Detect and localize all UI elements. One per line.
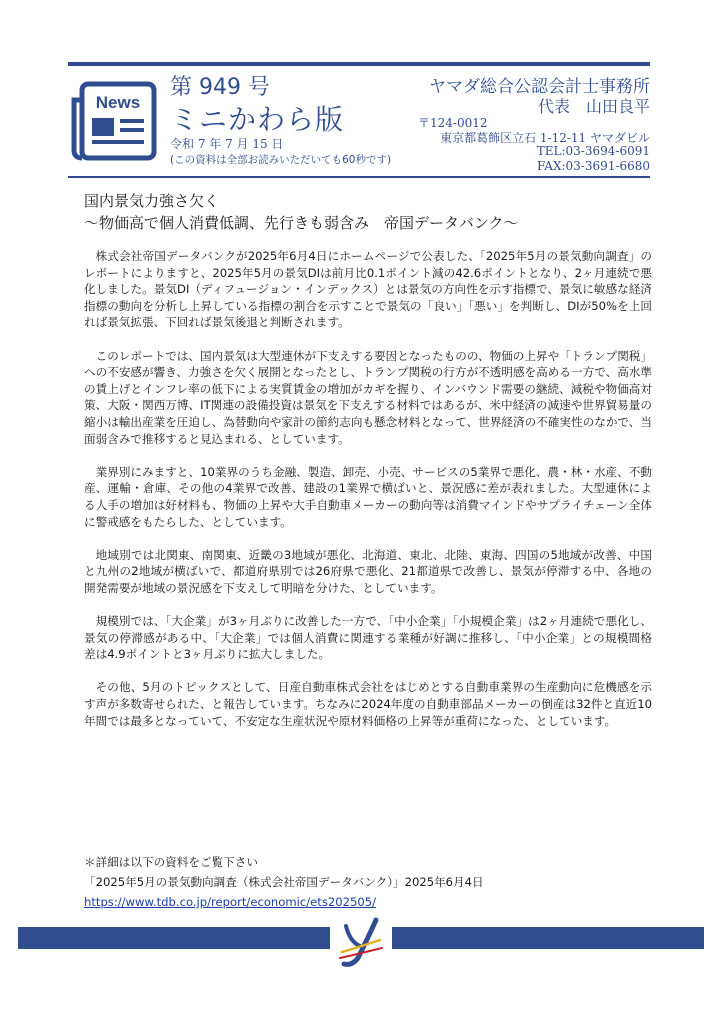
news-icon: [70, 76, 160, 164]
office-fax: FAX:03-3691-6680: [537, 159, 650, 173]
header-rule: [68, 176, 650, 178]
office-tel: TEL:03-3694-6091: [536, 144, 650, 158]
article-paragraph: 地域別では北関東、南関東、近畿の3地域が悪化、北海道、東北、北陸、東海、四国の5地域が改善、中国と九州の2地域が横ばいで、都道府県別では26府県で悪化、21都道県で改善し、景気が停滞する中、各地の開発需要が地域の景況感を下支えして明暗を分けた、としています。: [84, 547, 652, 595]
office-address: 東京都葛飾区立石 1-12-11 ヤマダビル: [440, 131, 650, 145]
news-icon-label: News: [95, 93, 141, 112]
article-paragraph: 株式会社帝国データバンクが2025年6月4日にホームページで公表した、「2025年5月の景気動向調査」のレポートによりますと、2025年5月の景気DIは前月比0.1ポイント減の42.6ポイントとなり、2ヶ月連続で悪化しました。景気DI（ディフュージョン・インデックス）とは景気の方向性を示す指標で、景気に敏感な経済指標の動向を分析し上昇している指標の割合を示すことで景気の「良い」「悪い」を判断し、DIが50%を上回れば景気拡張、下回れば景気後退と判断されます。: [84, 249, 652, 330]
top-rule: [68, 62, 650, 66]
office-name: ヤマダ総合公認会計士事務所: [429, 77, 650, 97]
footer-bar-left: [18, 927, 330, 949]
headline-main: 国内景気力強さ欠く: [84, 192, 220, 210]
article-body: [84, 248, 652, 746]
reference-note: ＊詳細は以下の資料をご覧下さい: [84, 855, 258, 869]
newsletter-title: ミニかわら版: [170, 103, 345, 136]
article-paragraph: その他、5月のトピックスとして、日産自動車株式会社をはじめとする自動車業界の生産動向に危機感を示す声が多数寄せられた、と報告しています。ちなみに2024年度の自動車部品メーカーの倒産は32件と直近10年間では最多となっていて、不安定な生産状況や原材料価格の上昇等が重荷になった、としています。: [84, 680, 652, 728]
issue-date: 令和 7 年 7 月 15 日: [170, 137, 284, 151]
article-paragraph: 規模別では、「大企業」が3ヶ月ぶりに改善した一方で、「中小企業」「小規模企業」は2ヶ月連続で悪化し、景気の停滞感がある中、「大企業」では個人消費に関連する業種が好調に推移し、「中小企業」との規模間格差は4.9ポイントと3ヶ月ぶりに拡大しました。: [84, 614, 652, 662]
office-postal-code: 〒124-0012: [418, 116, 488, 130]
reading-time-note: (この資料は全部お読みいただいても60秒です): [170, 154, 392, 166]
office-representative: 代表 山田良平: [537, 97, 650, 116]
reference-source: 「2025年5月の景気動向調査（株式会社帝国データバンク）」2025年6月4日: [84, 875, 484, 889]
article-headline: [84, 190, 519, 234]
footer-bar-right: [392, 927, 704, 949]
issue-number: 第 949 号: [170, 75, 270, 100]
reference-link[interactable]: https://www.tdb.co.jp/report/economic/ets202505/: [84, 895, 377, 909]
article-paragraph: このレポートでは、国内景気は大型連休が下支えする要因となったものの、物価の上昇や「トランプ関税」への不安感が響き、力強さを欠く展開となったとし、トランプ関税の行方が不透明感を高める一方で、高水準の賃上げとインフレ率の低下による実質賃金の増加がカギを握り、インバウンド需要の継続、減税や物価高対策、大阪・関西万博、IT関連の設備投資は景気を下支えする材料ではあるが、米中経済の減速や世界貿易量の縮小は輸出産業を圧迫し、為替動向や家計の節約志向も懸念材料となって、世界経済の不確実性のなかで、当面弱含みで推移すると見込まれる、としています。: [84, 348, 652, 446]
article-paragraph: 業界別にみますと、10業界のうち金融、製造、卸売、小売、サービスの5業界で悪化、農・林・水産、不動産、運輸・倉庫、その他の4業界で改善、建設の1業界で横ばいと、景況感に差が表れました。大型連休による人手の増加は好材料も、物価の上昇や大手自動車メーカーの動向等は消費マインドやサプライチェーン全体に警戒感をもたらした、としています。: [84, 464, 652, 529]
references: [84, 852, 484, 912]
brand-logo-icon: [336, 912, 386, 968]
headline-sub: ～物価高で個人消費低調、先行きも弱含み 帝国データバンク～: [84, 214, 519, 232]
